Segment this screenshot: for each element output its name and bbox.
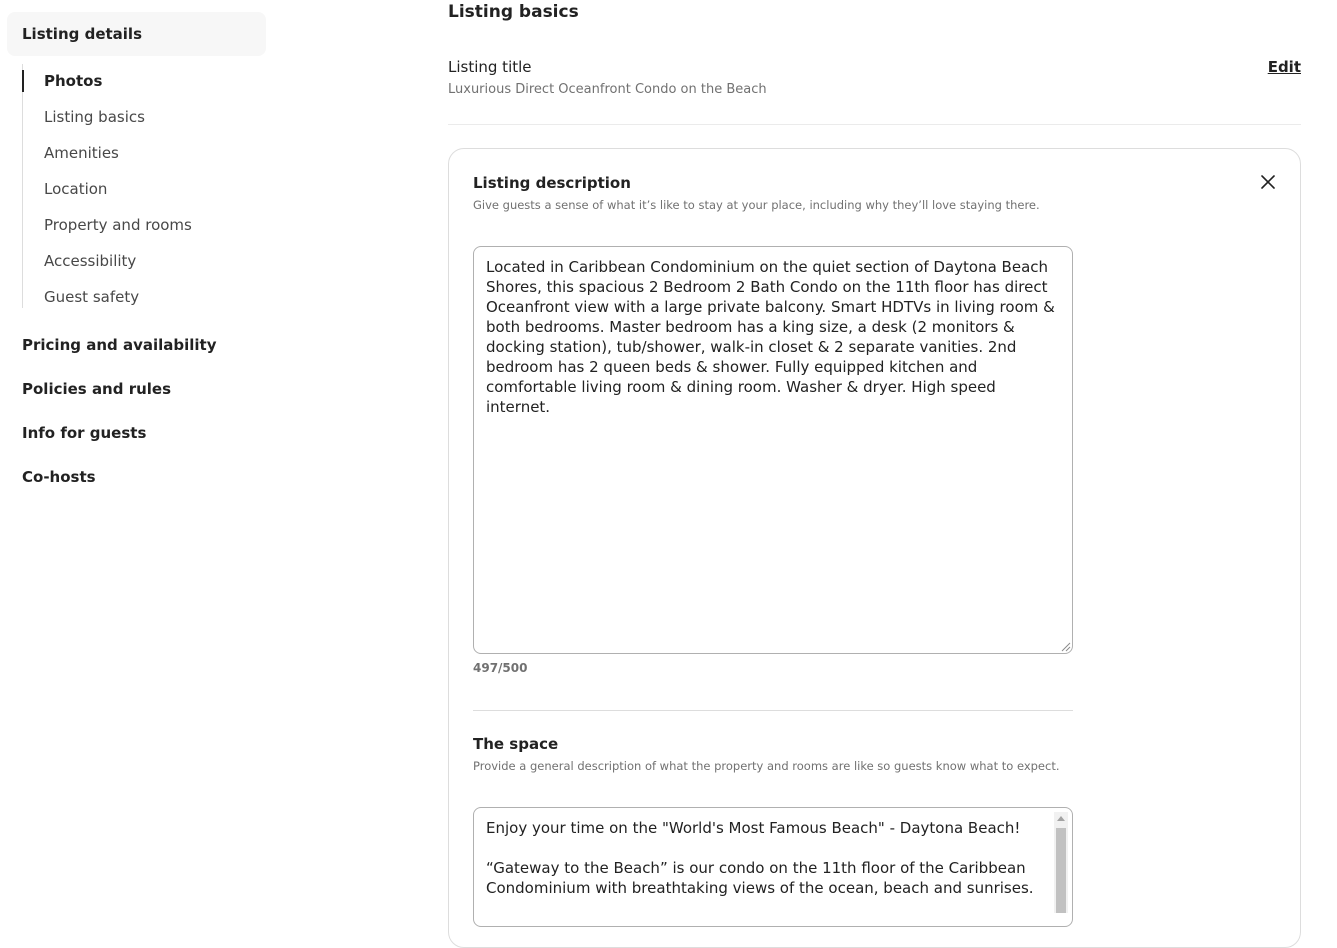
sidebar-item-listing-details[interactable]: [7, 12, 266, 56]
sidebar-item-accessibility[interactable]: Accessibility: [44, 252, 137, 270]
sidebar-item-photos[interactable]: Photos: [44, 72, 103, 90]
page-title: Listing basics: [448, 2, 579, 22]
close-icon: [1261, 175, 1275, 189]
sidebar: [0, 0, 280, 913]
sidebar-item-co-hosts[interactable]: Co-hosts: [22, 468, 96, 486]
sidebar-item-info-for-guests[interactable]: Info for guests: [22, 424, 147, 442]
card-content: [448, 0, 1301, 913]
scroll-thumb[interactable]: [1056, 828, 1066, 913]
listing-title-value: Luxurious Direct Oceanfront Condo on the Beach: [448, 82, 767, 97]
sidebar-item-policies-and-rules[interactable]: Policies and rules: [22, 380, 172, 398]
description-subtitle: Give guests a sense of what it’s like to stay at your place, including why they’ll love staying there.: [473, 198, 1040, 212]
active-indicator: [22, 70, 24, 92]
sidebar-item-property-and-rooms[interactable]: Property and rooms: [44, 216, 192, 234]
space-textarea-scrollbar[interactable]: [1054, 812, 1068, 913]
section-divider: [473, 710, 1073, 711]
sidebar-item-guest-safety[interactable]: Guest safety: [44, 288, 140, 306]
sidebar-item-amenities[interactable]: Amenities: [44, 144, 119, 162]
description-title: Listing description: [473, 174, 631, 192]
scroll-up-arrow-icon[interactable]: [1057, 816, 1065, 821]
listing-title-label: Listing title: [448, 58, 532, 76]
sidebar-item-pricing-and-availability[interactable]: Pricing and availability: [22, 336, 217, 354]
sidebar-item-location[interactable]: Location: [44, 180, 108, 198]
space-title: The space: [473, 735, 559, 753]
edit-listing-title-button[interactable]: Edit: [1267, 58, 1301, 76]
character-count: 497/500: [473, 661, 528, 675]
space-subtitle: Provide a general description of what the property and rooms are like so guests know what to expect.: [473, 759, 1060, 773]
space-textarea[interactable]: Enjoy your time on the "World's Most Famous Beach" - Daytona Beach! “Gateway to the Beach” is our condo on the 11th floor of the Caribbean Condominium with breathtaking views of the ocean, beach and sunrises.: [473, 807, 1073, 927]
resize-handle-icon[interactable]: [1059, 640, 1071, 652]
sidebar-item-label: Listing details: [22, 25, 142, 43]
sidebar-item-listing-basics[interactable]: Listing basics: [44, 108, 145, 126]
close-button[interactable]: [1256, 170, 1280, 194]
description-textarea[interactable]: Located in Caribbean Condominium on the quiet section of Daytona Beach Shores, this spacious 2 Bedroom 2 Bath Condo on the 11th floor has direct Oceanfront view with a large private balcony. Smart HDTVs in living room & both bedrooms. Master bedroom has a king size, a desk (2 monitors & docking station), tub/shower, walk-in closet & 2 separate vanities. 2nd bedroom has 2 queen beds & shower. Fully equipped kitchen and comfortable living room & dining room. Washer & dryer. High speed internet.: [473, 246, 1073, 654]
